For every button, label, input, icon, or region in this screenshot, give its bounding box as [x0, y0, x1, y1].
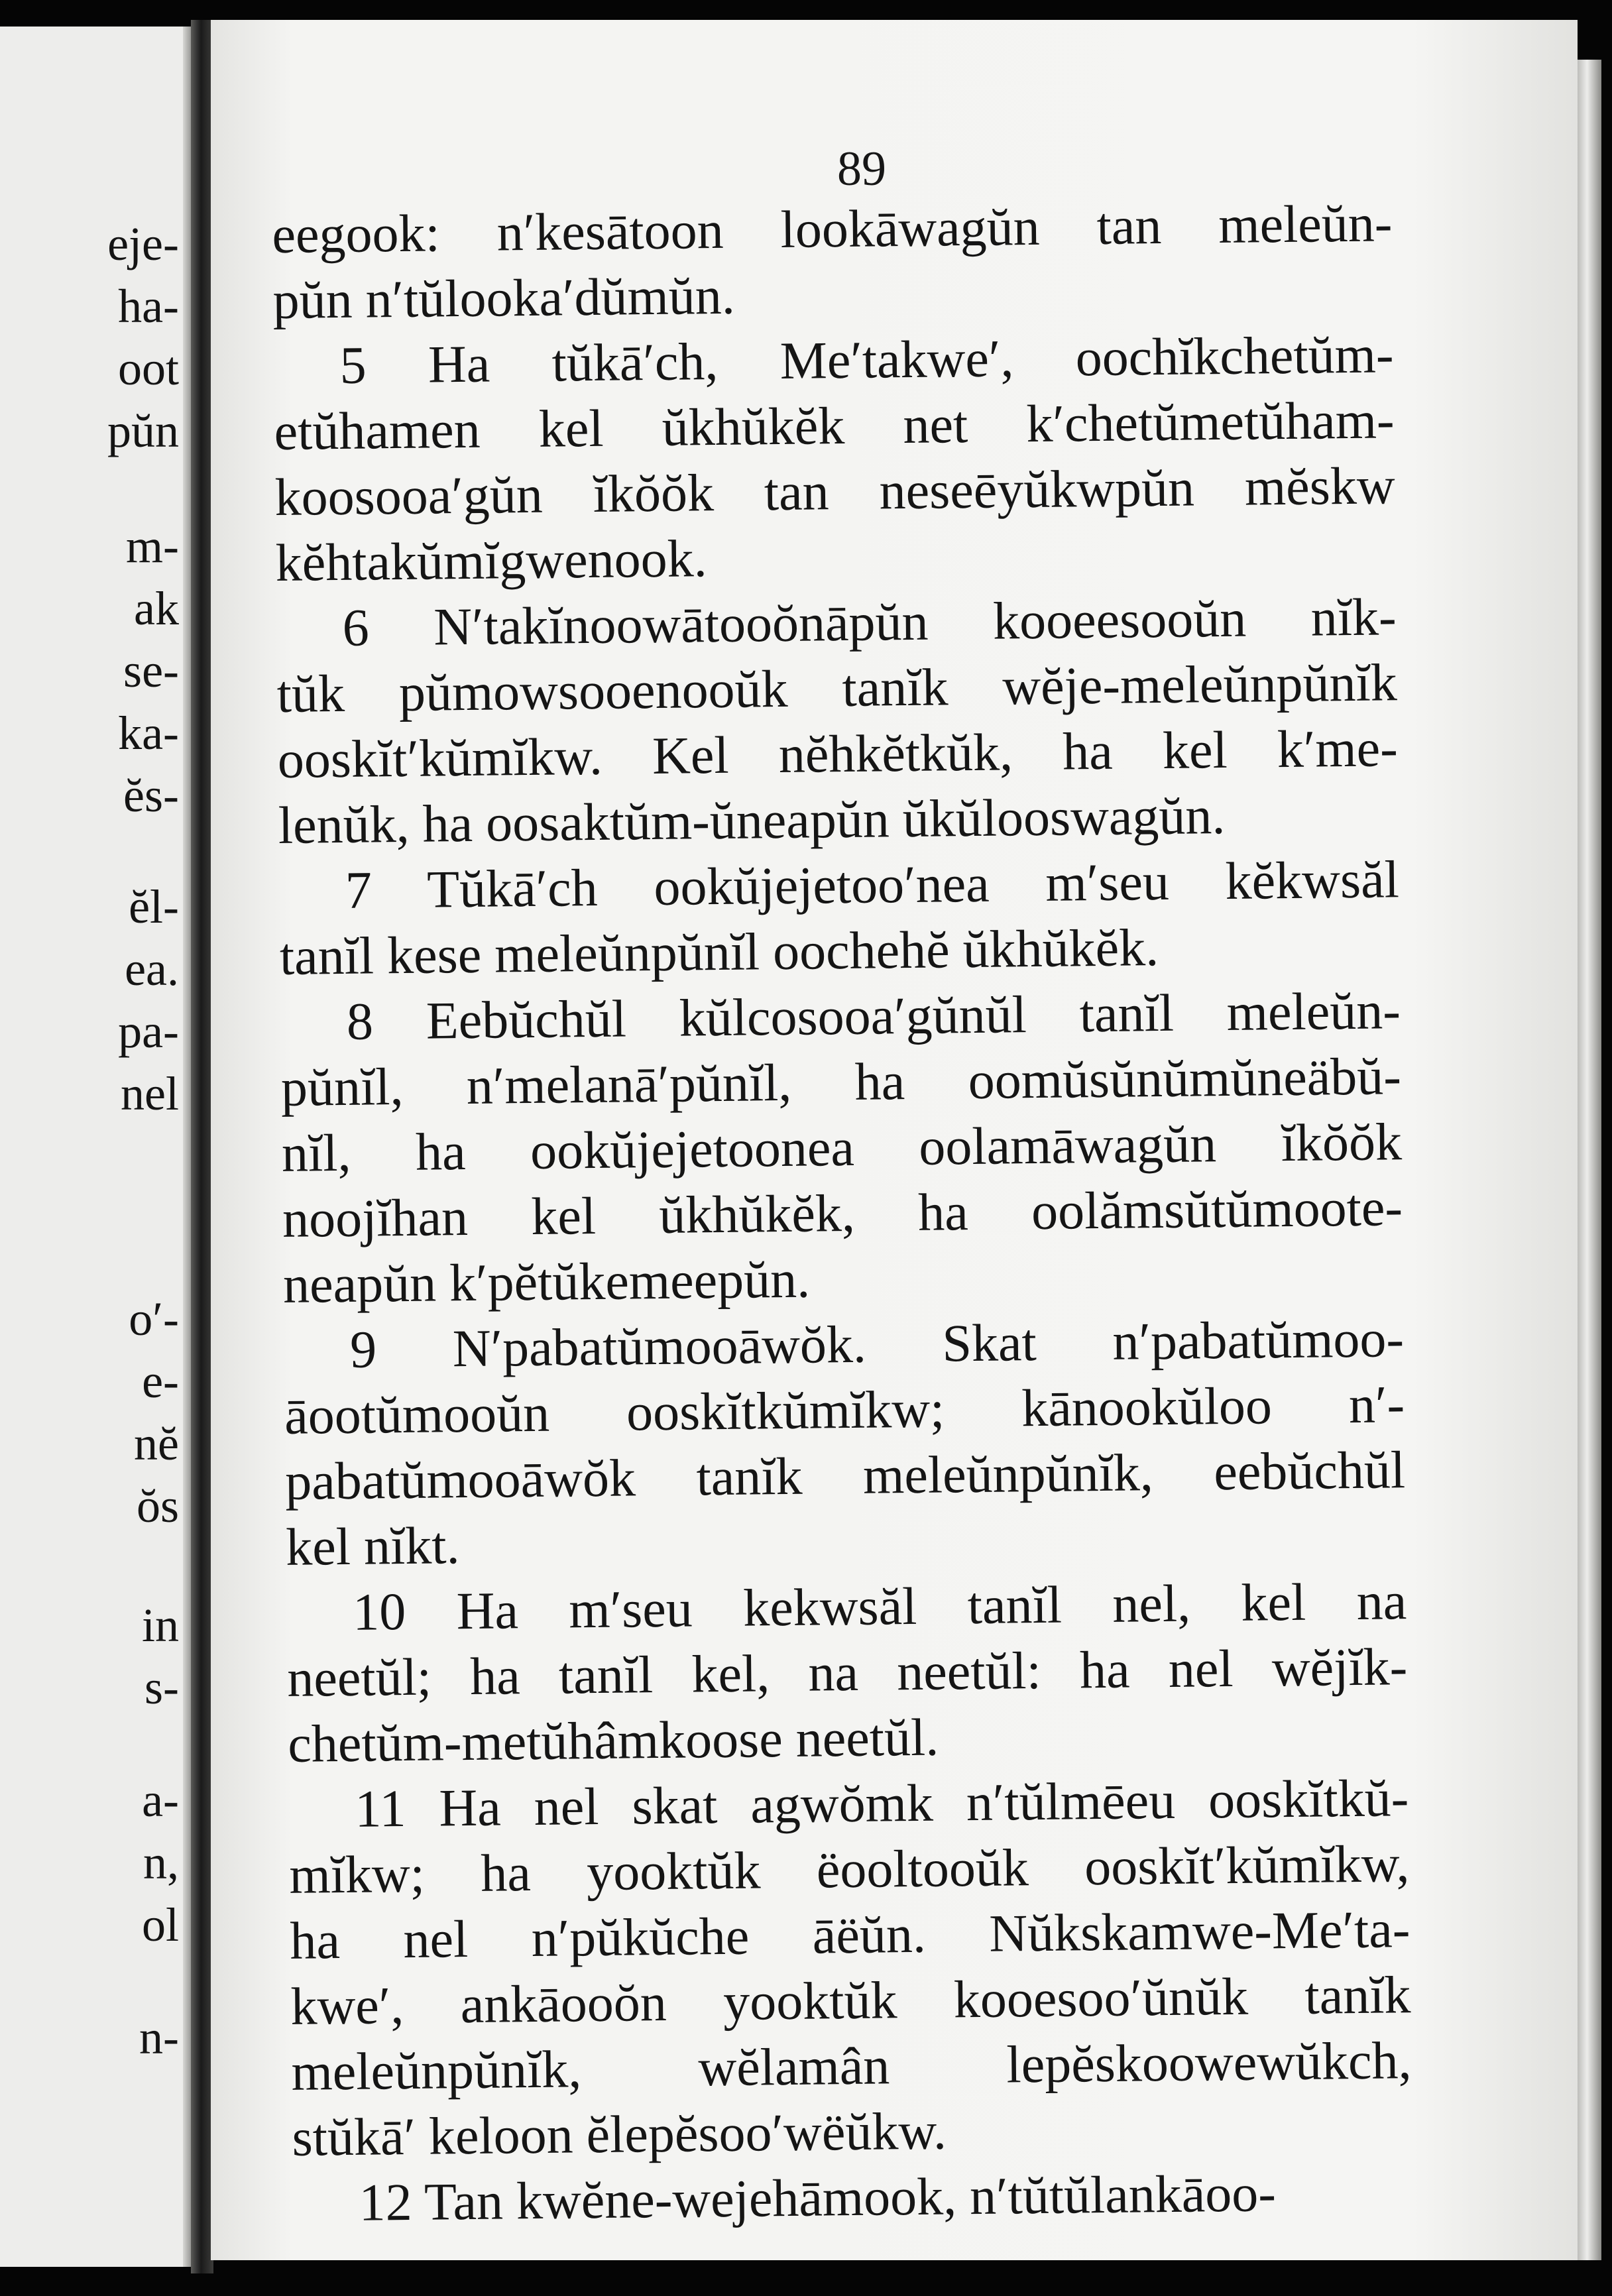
left-page-fragment: n, [143, 1836, 179, 1889]
right-page-edge [1578, 60, 1601, 2260]
left-page-fragment: ak [134, 582, 179, 635]
text-line: lenŭk, ha oosaktŭm-ŭneapŭn ŭkŭlooswagŭn. [278, 786, 1226, 855]
verse-line: 6 N′takĭnoowātooŏnāpŭn kooeesooŭn nĭk- [342, 588, 1397, 658]
text-line: neapŭn k′pĕtŭkemeepŭn. [282, 1250, 811, 1314]
text-line: kel nĭkt. [285, 1517, 460, 1577]
left-page-fragment: m- [126, 520, 179, 573]
left-page-fragment: o′- [129, 1292, 179, 1346]
text-line: ooskĭt′kŭmĭkw. Kel nĕhkĕtkŭk, ha kel k′me- [277, 719, 1399, 789]
text-line: koosooa′gŭn ĭkŏŏk tan neseēyŭkwpŭn mĕskw [274, 457, 1396, 527]
left-page-fragment: ea. [125, 943, 179, 996]
text-line: pabatŭmooāwŏk tanĭk meleŭnpŭnĭk, eebŭchŭl [284, 1441, 1406, 1511]
left-page-fragment: se- [123, 644, 179, 697]
text-line: noojĭhan kel ŭkhŭkĕk, ha oolămsŭtŭmoote- [282, 1178, 1403, 1249]
text-line: stŭkā′ keloon ĕlepĕsoo′wëŭkw. [292, 2102, 947, 2167]
left-page-fragment: in [141, 1599, 179, 1652]
verse-line: 12 Tan kwĕne-wejehāmook, n′tŭtŭlankāoo- [359, 2164, 1277, 2232]
verse-line: 11 Ha nel skat agwŏmk n′tŭlmēeu ooskĭtkŭ- [354, 1769, 1409, 1839]
left-page-fragment: pŭn [107, 404, 179, 457]
text-line: kĕhtakŭmĭgwenook. [275, 530, 708, 593]
left-page-fragment: nel [121, 1067, 179, 1120]
text-line: ha nel n′pŭkŭche āëŭn. Nŭkskamwe-Me′ta- [290, 1900, 1410, 1971]
left-page-fragment: ka- [118, 707, 179, 760]
left-page-fragment: eje- [107, 217, 179, 270]
text-line: kwe′, ankāooŏn yooktŭk kooesoo′ŭnŭk tanĭk [290, 1966, 1411, 2036]
left-page-fragment: a- [142, 1774, 179, 1827]
book-gutter [191, 20, 213, 2273]
left-page-fragment: nĕ [134, 1417, 179, 1470]
left-page-fragment: pa- [118, 1005, 179, 1058]
text-line: pŭnĭl, n′melanā′pŭnĭl, ha oomŭsŭnŭmŭneäbŭ- [280, 1047, 1402, 1118]
left-page-fragment: s- [144, 1661, 179, 1714]
verse-line: 7 Tŭkā′ch ookŭjejetoo′nea m′seu kĕkwsăl [345, 850, 1400, 920]
text-line: āootŭmooŭn ooskĭtkŭmĭkw; kānookŭloo n′- [284, 1375, 1405, 1446]
left-page-fragment: ĕs- [123, 769, 179, 822]
verse-line: 5 Ha tŭkā′ch, Me′takwe′, oochĭkchetŭm- [339, 325, 1394, 395]
text-line: tŭk pŭmowsooenooŭk tanĭk wĕje-meleŭnpŭnĭk [276, 654, 1398, 724]
body-text [272, 191, 1413, 2237]
text-line: eegook: n′kesātoon lookāwagŭn tan meleŭn- [272, 194, 1393, 264]
text-line: chetŭm-metŭhâmkoose neetŭl. [287, 1708, 939, 1774]
left-page-fragment: e- [142, 1355, 179, 1408]
left-page-fragment: ol [141, 1898, 179, 1951]
text-line: neetŭl; ha tanĭl kel, na neetŭl: ha nel wĕjĭk- [286, 1638, 1408, 1708]
text-line: tanĭl kese meleŭnpŭnĭl oochehĕ ŭkhŭkĕk. [279, 919, 1159, 986]
left-page-fragment: oot [117, 342, 179, 395]
left-facing-page [0, 27, 192, 2267]
text-line: meleŭnpŭnĭk, wĕlamân lepĕskoowewŭkch, [291, 2032, 1412, 2102]
left-page-fragment: n- [139, 2011, 179, 2064]
text-line: mĭkw; ha yooktŭk ëooltooŭk ooskĭt′kŭmĭkw, [288, 1835, 1410, 1905]
left-page-fragment: ŏs [136, 1479, 179, 1532]
left-page-fragment: ha- [118, 280, 179, 333]
text-line: pŭn n′tŭlooka′dŭmŭn. [272, 266, 736, 330]
verse-line: 9 N′pabatŭmooāwŏk. Skat n′pabatŭmoo- [349, 1310, 1405, 1379]
verse-line: 8 Eebŭchŭl kŭlcosooa′gŭnŭl tanĭl meleŭn- [346, 982, 1401, 1051]
left-page-fragment: ĕl- [129, 880, 179, 933]
page-number: 89 [837, 142, 886, 196]
text-line: nĭl, ha ookŭjejetoonea oolamāwagŭn ĭkŏŏk [281, 1113, 1403, 1183]
verse-line: 10 Ha m′seu kekwsăl tanĭl nel, kel na [352, 1572, 1407, 1642]
text-line: etŭhamen kel ŭkhŭkĕk net k′chetŭmetŭham- [274, 391, 1395, 461]
